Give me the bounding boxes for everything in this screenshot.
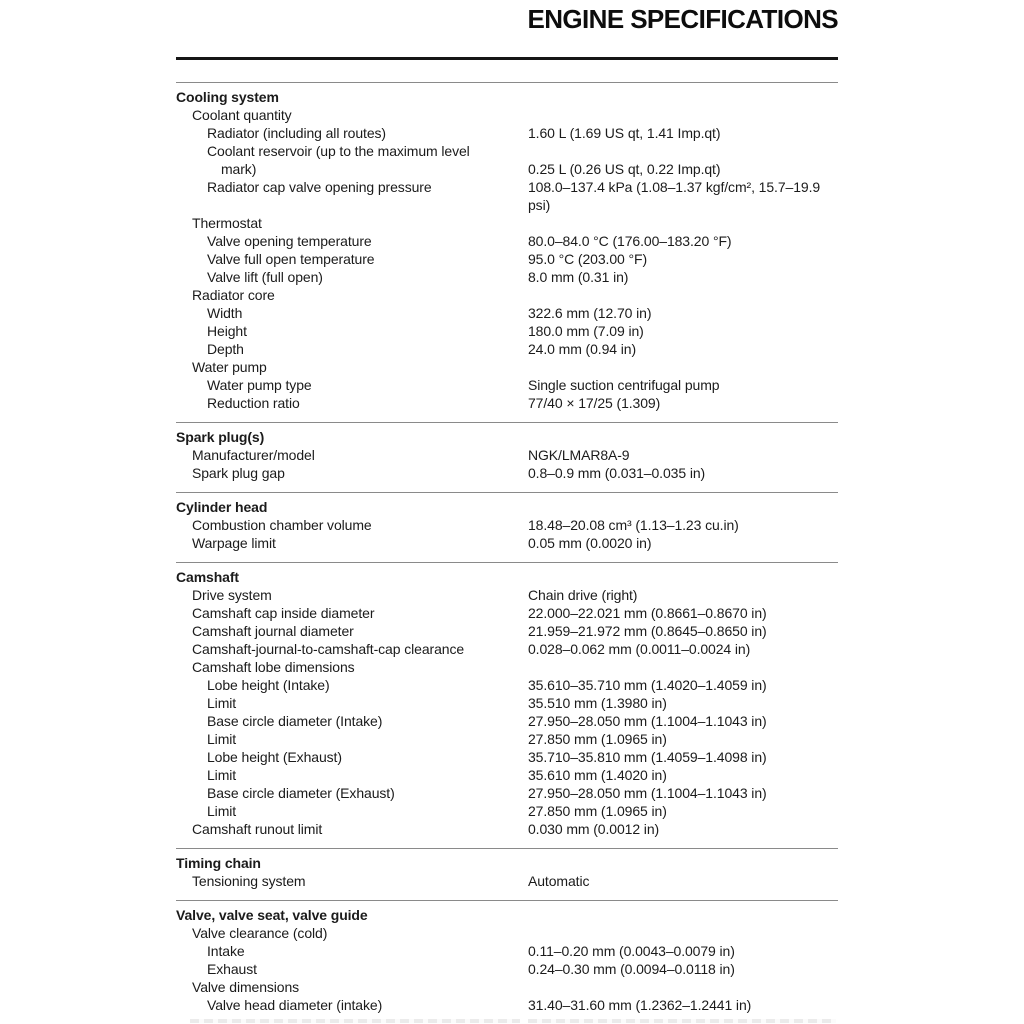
spec-row	[176, 516, 838, 534]
spec-label: Valve head diameter (intake)	[207, 997, 383, 1013]
spec-row	[176, 232, 838, 250]
spec-label: Valve dimensions	[192, 979, 300, 995]
spec-value	[528, 106, 838, 124]
spec-value: Chain drive (right)	[528, 587, 638, 603]
spec-row	[176, 694, 838, 712]
spec-row	[176, 658, 838, 676]
section-header: Camshaft	[176, 569, 239, 585]
section-header: Valve, valve seat, valve guide	[176, 907, 368, 923]
spec-row	[176, 820, 838, 838]
spec-label: Reduction ratio	[207, 395, 300, 411]
spec-value: 24.0 mm (0.94 in)	[528, 341, 637, 357]
spec-value: 322.6 mm (12.70 in)	[528, 305, 652, 321]
spec-row	[176, 196, 838, 214]
section-header: Cooling system	[176, 89, 279, 105]
spec-row	[176, 142, 838, 160]
page-title: ENGINE SPECIFICATIONS	[527, 4, 838, 34]
spec-label: Base circle diameter (Exhaust)	[207, 785, 395, 801]
section-header: Timing chain	[176, 855, 261, 871]
spec-row	[176, 622, 838, 640]
spec-label: Lobe height (Intake)	[207, 677, 330, 693]
spec-label: Tensioning system	[192, 873, 306, 889]
spec-value: 35.710–35.810 mm (1.4059–1.4098 in)	[528, 749, 767, 765]
spec-label: Drive system	[192, 587, 272, 603]
spec-label: Water pump type	[207, 377, 312, 393]
spec-value: psi)	[528, 197, 551, 213]
spec-row	[176, 464, 838, 482]
spec-label: Height	[207, 323, 247, 339]
spec-row	[176, 784, 838, 802]
spec-row	[176, 160, 838, 178]
spec-value: 27.850 mm (1.0965 in)	[528, 803, 667, 819]
spec-value: 27.950–28.050 mm (1.1004–1.1043 in)	[528, 785, 767, 801]
spec-value: 0.8–0.9 mm (0.031–0.035 in)	[528, 465, 706, 481]
spec-row	[176, 766, 838, 784]
spec-value	[528, 358, 838, 376]
spec-value: 31.40–31.60 mm (1.2362–1.2441 in)	[528, 997, 752, 1013]
spec-row	[176, 178, 838, 196]
spec-value: 0.25 L (0.26 US qt, 0.22 Imp.qt)	[528, 161, 721, 177]
spec-value: 35.610 mm (1.4020 in)	[528, 767, 667, 783]
spec-label: Camshaft runout limit	[192, 821, 323, 837]
spec-value: 108.0–137.4 kPa (1.08–1.37 kgf/cm², 15.7–19.9	[528, 179, 821, 195]
spec-row	[176, 340, 838, 358]
spec-label: Lobe height (Exhaust)	[207, 749, 342, 765]
spec-label: Width	[207, 305, 243, 321]
spec-label: Manufacturer/model	[192, 447, 315, 463]
spec-row	[176, 124, 838, 142]
spec-row	[176, 712, 838, 730]
spec-label: Spark plug gap	[192, 465, 285, 481]
spec-label: Camshaft cap inside diameter	[192, 605, 375, 621]
spec-label: Coolant quantity	[192, 107, 292, 123]
spec-row	[176, 730, 838, 748]
spec-row	[176, 376, 838, 394]
spec-label: Valve opening temperature	[207, 233, 372, 249]
spec-label: Thermostat	[192, 215, 262, 231]
spec-row	[176, 924, 838, 942]
section-header: Cylinder head	[176, 499, 268, 515]
spec-value	[528, 924, 838, 942]
spec-label: Limit	[207, 767, 237, 783]
spec-row	[176, 358, 838, 376]
spec-value: 35.610–35.710 mm (1.4020–1.4059 in)	[528, 677, 767, 693]
spec-label: Camshaft lobe dimensions	[192, 659, 355, 675]
spec-label: Base circle diameter (Intake)	[207, 713, 383, 729]
spec-value: 180.0 mm (7.09 in)	[528, 323, 644, 339]
spec-label: Camshaft journal diameter	[192, 623, 354, 639]
spec-row	[176, 604, 838, 622]
spec-label: Valve clearance (cold)	[192, 925, 328, 941]
spec-row	[176, 640, 838, 658]
spec-row	[176, 214, 838, 232]
spec-row	[176, 106, 838, 124]
spec-label: Valve lift (full open)	[207, 269, 323, 285]
spec-label	[176, 196, 528, 214]
spec-value: 22.000–22.021 mm (0.8661–0.8670 in)	[528, 605, 767, 621]
spec-value	[528, 214, 838, 232]
spec-section	[176, 562, 838, 848]
spec-section	[176, 900, 838, 1024]
spec-section	[176, 82, 838, 422]
cutoff-text-artifact	[528, 1019, 836, 1023]
spec-section	[176, 848, 838, 900]
spec-value: 27.950–28.050 mm (1.1004–1.1043 in)	[528, 713, 767, 729]
spec-label: mark)	[221, 161, 257, 177]
spec-value	[528, 978, 838, 996]
spec-row	[176, 446, 838, 464]
spec-value: Single suction centrifugal pump	[528, 377, 720, 393]
spec-table	[176, 82, 838, 1024]
spec-value: 8.0 mm (0.31 in)	[528, 269, 629, 285]
spec-value: 0.11–0.20 mm (0.0043–0.0079 in)	[528, 943, 735, 959]
spec-label: Exhaust	[207, 961, 257, 977]
spec-value	[528, 142, 838, 160]
spec-label: Camshaft-journal-to-camshaft-cap clearance	[192, 641, 465, 657]
spec-value: 1.60 L (1.69 US qt, 1.41 Imp.qt)	[528, 125, 721, 141]
spec-row	[176, 802, 838, 820]
spec-value: 0.05 mm (0.0020 in)	[528, 535, 652, 551]
spec-label: Water pump	[192, 359, 267, 375]
spec-value: 18.48–20.08 cm³ (1.13–1.23 cu.in)	[528, 517, 739, 533]
spec-label: Depth	[207, 341, 244, 357]
spec-label: Combustion chamber volume	[192, 517, 372, 533]
spec-label: Intake	[207, 943, 245, 959]
spec-label: Limit	[207, 731, 237, 747]
spec-value: 0.24–0.30 mm (0.0094–0.0118 in)	[528, 961, 735, 977]
spec-value: 35.510 mm (1.3980 in)	[528, 695, 667, 711]
spec-value	[528, 286, 838, 304]
spec-value: 27.850 mm (1.0965 in)	[528, 731, 667, 747]
spec-label: Limit	[207, 803, 237, 819]
spec-label: Warpage limit	[192, 535, 276, 551]
spec-row	[176, 960, 838, 978]
spec-row	[176, 286, 838, 304]
spec-row	[176, 978, 838, 996]
spec-row	[176, 394, 838, 412]
title-rule	[176, 57, 838, 60]
spec-row	[176, 996, 838, 1014]
spec-label: Radiator core	[192, 287, 275, 303]
spec-row	[176, 250, 838, 268]
spec-label: Limit	[207, 695, 237, 711]
spec-value: 80.0–84.0 °C (176.00–183.20 °F)	[528, 233, 732, 249]
manual-page	[176, 0, 838, 1024]
spec-value	[528, 658, 838, 676]
section-header: Spark plug(s)	[176, 429, 265, 445]
spec-row	[176, 748, 838, 766]
spec-row	[176, 268, 838, 286]
spec-value: 0.030 mm (0.0012 in)	[528, 821, 660, 837]
spec-section	[176, 422, 838, 492]
spec-value: 95.0 °C (203.00 °F)	[528, 251, 648, 267]
spec-value: NGK/LMAR8A-9	[528, 447, 630, 463]
spec-label: Radiator (including all routes)	[207, 125, 386, 141]
spec-row	[176, 942, 838, 960]
spec-label: Coolant reservoir (up to the maximum level	[207, 143, 470, 159]
spec-row	[176, 676, 838, 694]
spec-value: 0.028–0.062 mm (0.0011–0.0024 in)	[528, 641, 751, 657]
spec-row	[176, 534, 838, 552]
spec-section	[176, 492, 838, 562]
spec-row	[176, 322, 838, 340]
cutoff-text-artifact	[190, 1019, 520, 1023]
spec-value: Automatic	[528, 873, 590, 889]
spec-row	[176, 304, 838, 322]
spec-label: Radiator cap valve opening pressure	[207, 179, 432, 195]
spec-value: 77/40 × 17/25 (1.309)	[528, 395, 661, 411]
spec-row	[176, 586, 838, 604]
spec-value: 21.959–21.972 mm (0.8645–0.8650 in)	[528, 623, 767, 639]
spec-label: Valve full open temperature	[207, 251, 375, 267]
spec-row	[176, 872, 838, 890]
